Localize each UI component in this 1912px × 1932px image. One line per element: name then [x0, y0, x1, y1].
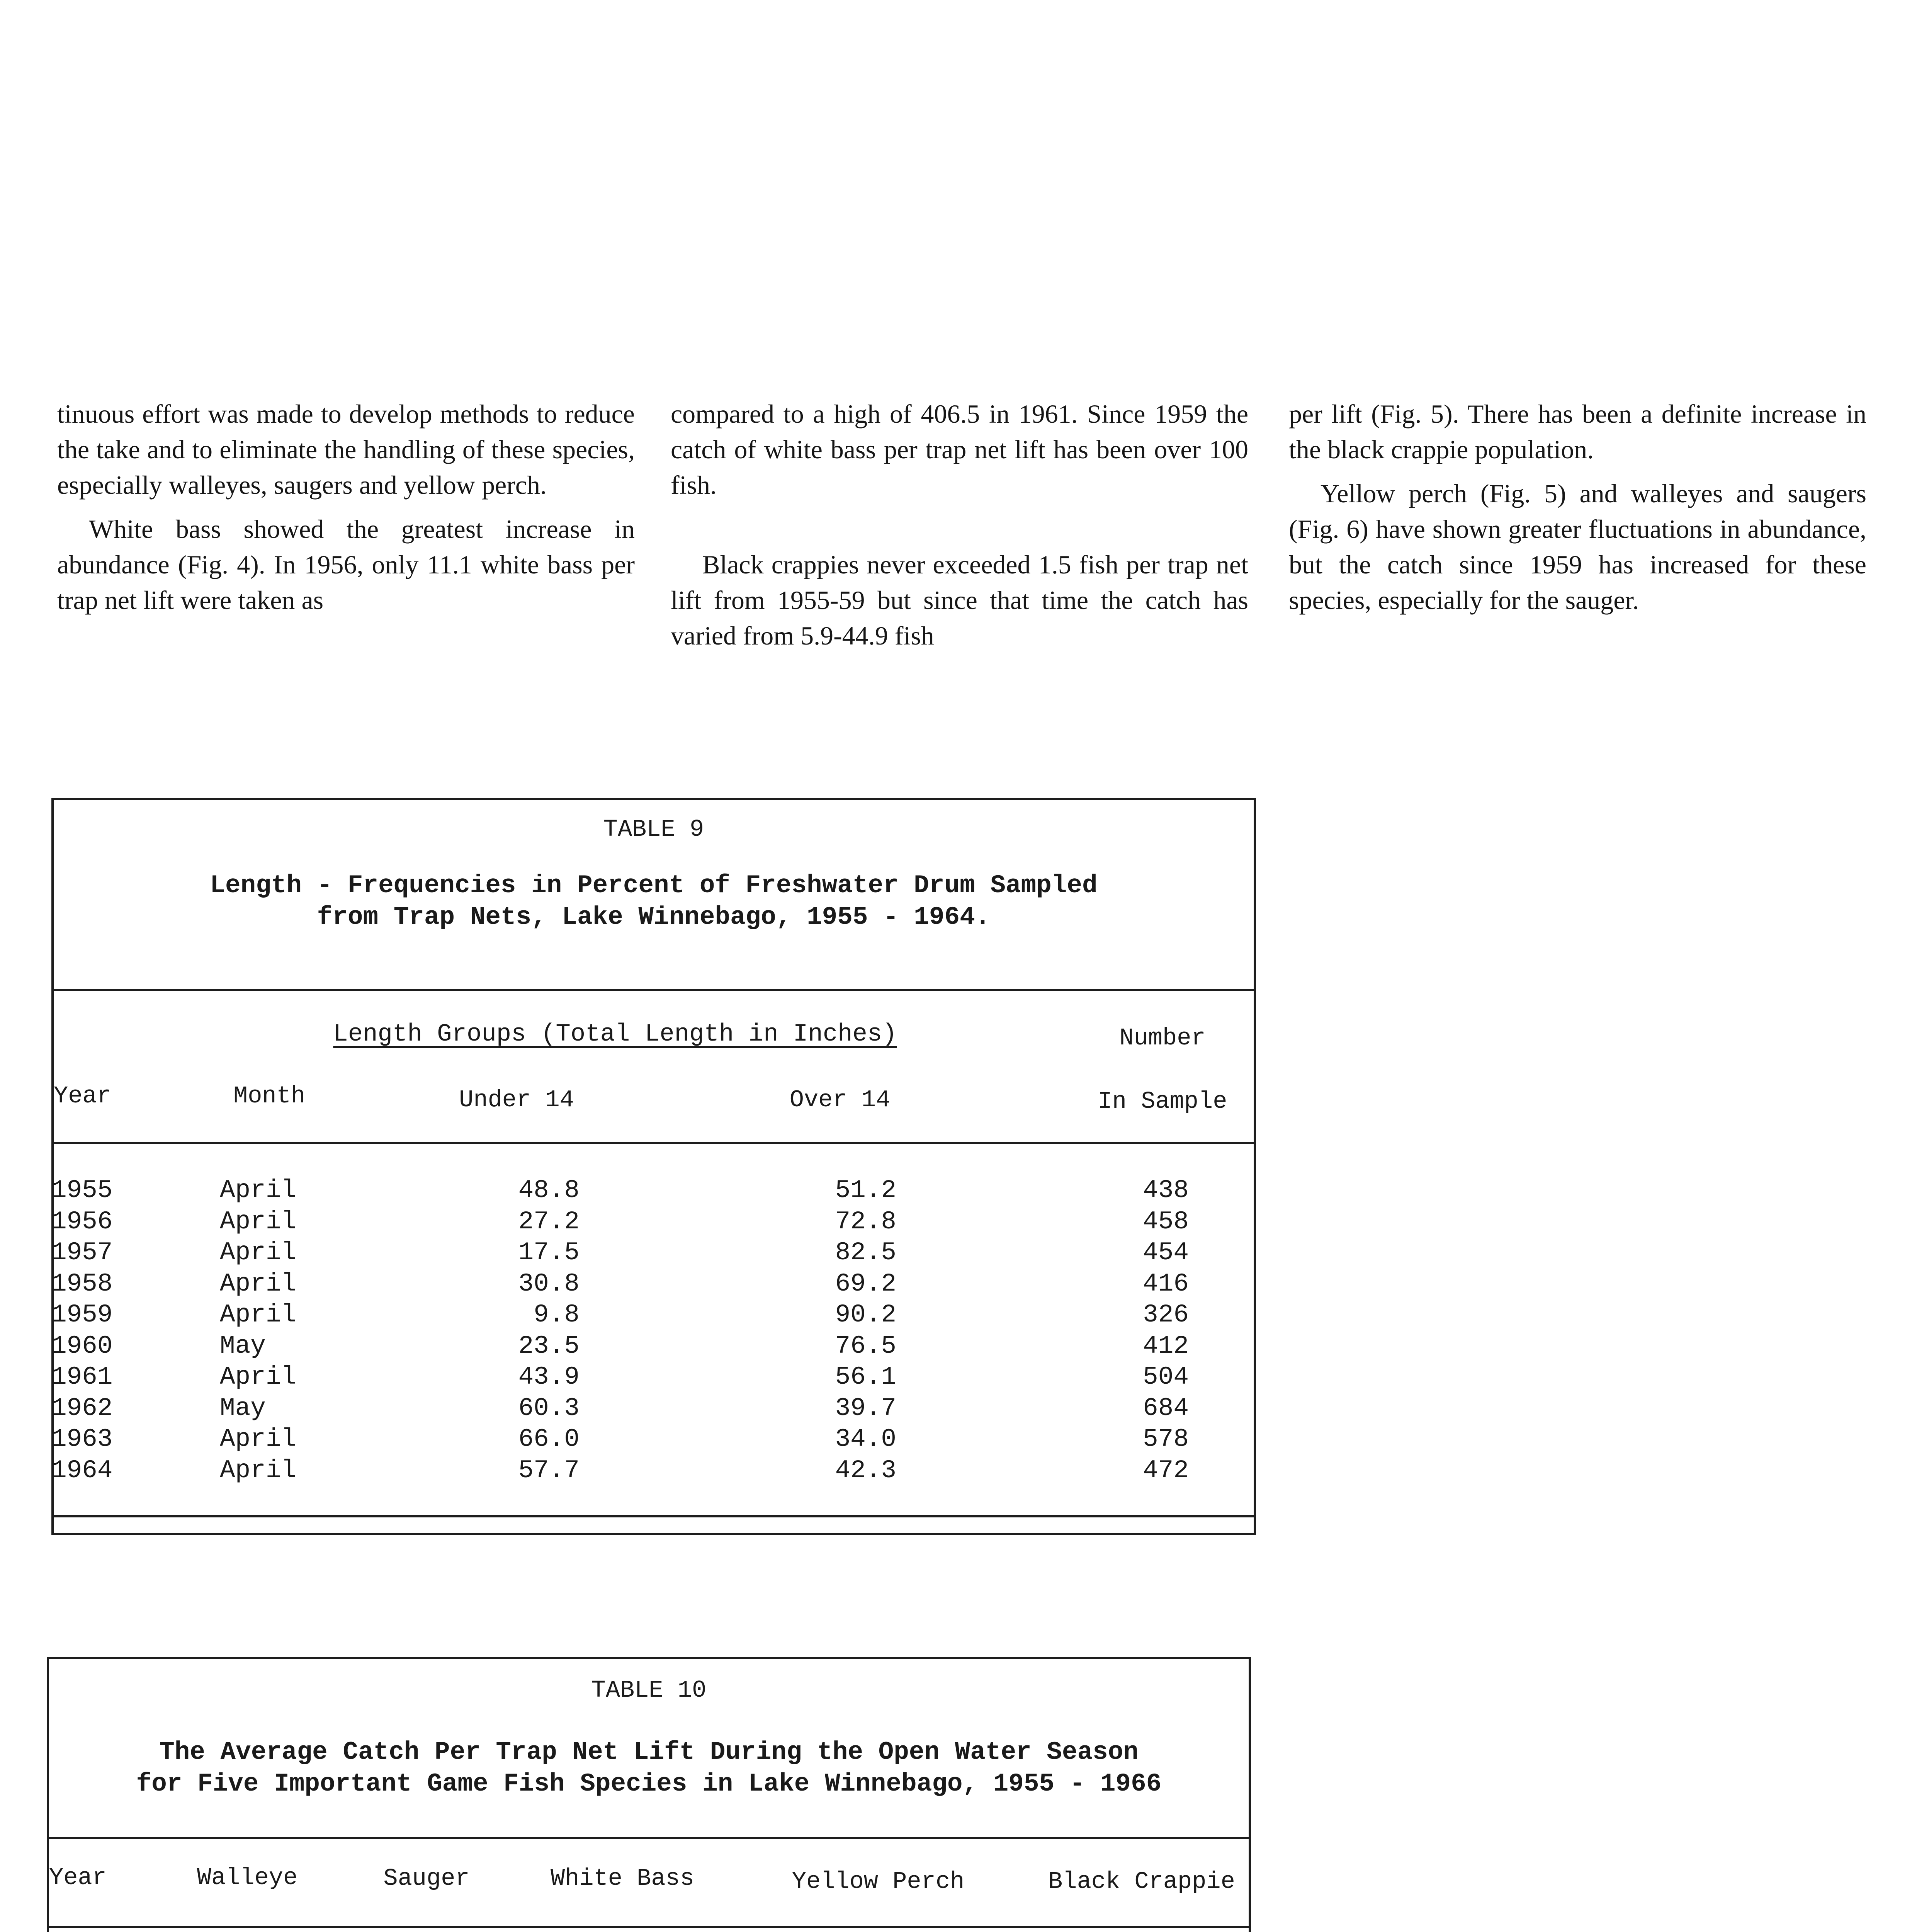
year-cell: 1962 — [51, 1393, 113, 1423]
under14-cell: 27.2 — [518, 1207, 580, 1236]
column-header-white-bass: White Bass — [550, 1865, 695, 1892]
under14-cell: 66.0 — [518, 1425, 580, 1454]
month-cell: April — [220, 1425, 297, 1454]
number-cell: 578 — [1143, 1425, 1189, 1454]
table-row — [51, 1299, 1254, 1330]
table-row — [51, 1331, 1254, 1362]
year-cell: 1960 — [51, 1331, 113, 1361]
table-row — [51, 1455, 1254, 1486]
rule — [54, 1142, 1254, 1144]
table-caption-line: for Five Important Game Fish Species in Lake Winnebago, 1955 - 1966 — [136, 1769, 1162, 1798]
over14-cell: 42.3 — [835, 1456, 896, 1485]
column-header-over14: Over 14 — [789, 1086, 891, 1114]
over14-cell: 72.8 — [835, 1207, 896, 1236]
number-cell: 326 — [1143, 1300, 1189, 1329]
table-row — [51, 1237, 1254, 1268]
under14-cell: 60.3 — [518, 1393, 580, 1423]
number-cell: 412 — [1143, 1331, 1189, 1361]
column-header-sauger: Sauger — [383, 1865, 470, 1892]
text-column-1 — [57, 396, 635, 618]
table-label: TABLE 10 — [591, 1677, 707, 1704]
number-cell: 454 — [1143, 1238, 1189, 1267]
rule — [49, 1837, 1249, 1839]
number-cell: 472 — [1143, 1456, 1189, 1485]
year-cell: 1961 — [51, 1362, 113, 1391]
month-cell: May — [220, 1331, 266, 1361]
column-header-number-2: In Sample — [1098, 1088, 1227, 1115]
paragraph: Yellow perch (Fig. 5) and walleyes and saugers (Fig. 6) have shown greater fluctuations in abundance, but the catch since 1959 has increased for these species, especially for the sauger. — [1289, 479, 1866, 615]
month-cell: April — [220, 1207, 297, 1236]
table-caption-line: The Average Catch Per Trap Net Lift During the Open Water Season — [159, 1738, 1139, 1767]
column-header-month: Month — [233, 1082, 306, 1110]
paragraph: Black crappies never exceeded 1.5 fish per trap net lift from 1955-59 but since that time the catch has varied from 5.9-44.9 fish — [671, 550, 1248, 650]
column-header-yellow-perch: Yellow Perch — [792, 1868, 965, 1895]
column-header-under14: Under 14 — [459, 1086, 574, 1114]
column-header-year: Year — [49, 1864, 107, 1891]
year-cell: 1956 — [51, 1207, 113, 1236]
under14-cell: 9.8 — [534, 1300, 580, 1329]
number-cell: 438 — [1143, 1176, 1189, 1205]
paragraph: White bass showed the greatest increase in abundance (Fig. 4). In 1956, only 11.1 white bass per trap net lift were taken as — [57, 514, 635, 615]
group-header: Length Groups (Total Length in Inches) — [333, 1020, 897, 1048]
month-cell: April — [220, 1456, 297, 1485]
table-row — [51, 1175, 1254, 1206]
over14-cell: 51.2 — [835, 1176, 896, 1205]
table-10 — [47, 1657, 1251, 1932]
table-row — [51, 1206, 1254, 1237]
year-cell: 1959 — [51, 1300, 113, 1329]
over14-cell: 90.2 — [835, 1300, 896, 1329]
under14-cell: 17.5 — [518, 1238, 580, 1267]
table-caption-line: from Trap Nets, Lake Winnebago, 1955 - 1964. — [317, 903, 991, 932]
year-cell: 1957 — [51, 1238, 113, 1267]
month-cell: April — [220, 1362, 297, 1391]
number-cell: 416 — [1143, 1269, 1189, 1298]
month-cell: April — [220, 1238, 297, 1267]
number-cell: 504 — [1143, 1362, 1189, 1391]
paragraph: compared to a high of 406.5 in 1961. Since 1959 the catch of white bass per trap net lift has been over 100 fish. — [671, 399, 1248, 500]
column-header-year: Year — [54, 1082, 111, 1110]
body-text — [57, 396, 1881, 659]
table-row — [51, 1393, 1254, 1424]
month-cell: May — [220, 1393, 266, 1423]
over14-cell: 56.1 — [835, 1362, 896, 1391]
over14-cell: 34.0 — [835, 1425, 896, 1454]
under14-cell: 43.9 — [518, 1362, 580, 1391]
under14-cell: 30.8 — [518, 1269, 580, 1298]
column-header-walleye: Walleye — [197, 1864, 298, 1891]
column-header-number: Number — [1119, 1024, 1206, 1052]
number-cell: 684 — [1143, 1393, 1189, 1423]
over14-cell: 82.5 — [835, 1238, 896, 1267]
column-header-black-crappie: Black Crappie — [1048, 1868, 1235, 1895]
under14-cell: 23.5 — [518, 1331, 580, 1361]
under14-cell: 57.7 — [518, 1456, 580, 1485]
month-cell: April — [220, 1176, 297, 1205]
year-cell: 1964 — [51, 1456, 113, 1485]
rule — [54, 989, 1254, 991]
month-cell: April — [220, 1300, 297, 1329]
text-column-3 — [1289, 396, 1866, 618]
rule — [49, 1926, 1249, 1928]
year-cell: 1955 — [51, 1176, 113, 1205]
table-caption-line: Length - Frequencies in Percent of Freshwater Drum Sampled — [210, 871, 1098, 900]
over14-cell: 39.7 — [835, 1393, 896, 1423]
over14-cell: 76.5 — [835, 1331, 896, 1361]
year-cell: 1958 — [51, 1269, 113, 1298]
rule — [54, 1515, 1254, 1517]
paragraph: per lift (Fig. 5). There has been a definite increase in the black crappie population. — [1289, 399, 1866, 464]
year-cell: 1963 — [51, 1425, 113, 1454]
text-column-2 — [671, 396, 1248, 653]
table-label: TABLE 9 — [603, 816, 704, 843]
table-row — [51, 1362, 1254, 1393]
table-9 — [51, 798, 1256, 1535]
table-row — [51, 1269, 1254, 1299]
table-row — [51, 1424, 1254, 1455]
paragraph: tinuous effort was made to develop methods to reduce the take and to eliminate the handling of these species, especially walleyes, saugers and yellow perch. — [57, 399, 635, 500]
under14-cell: 48.8 — [518, 1176, 580, 1205]
number-cell: 458 — [1143, 1207, 1189, 1236]
over14-cell: 69.2 — [835, 1269, 896, 1298]
month-cell: April — [220, 1269, 297, 1298]
